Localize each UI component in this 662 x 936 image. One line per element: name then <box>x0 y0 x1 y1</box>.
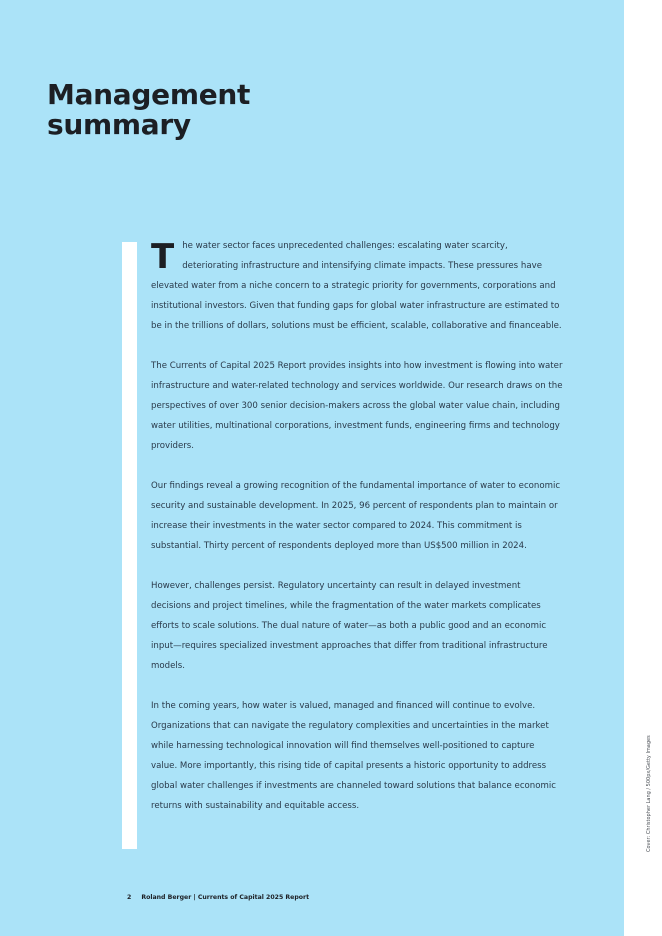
footer-text: Roland Berger | Currents of Capital 2025 Report <box>141 894 310 901</box>
page-title-line2: summary <box>47 108 191 141</box>
paragraph-1 <box>151 236 563 336</box>
paragraph-5: In the coming years, how water is valued, managed and financed will continue to evolve. Organizations that can navigate the regulatory complexities and uncertainties in the market while harnessing technological innovation will find themselves well-positioned to capture value. More importantly, this rising tide of capital presents a historic opportunity to address global water challenges if investments are channeled toward solutions that balance economic returns with sustainability and equitable access. <box>151 701 556 811</box>
image-credit: Cover: Christopher Lang / 500px/Getty Images <box>646 735 652 852</box>
page-title-line1: Management <box>47 78 251 111</box>
drop-cap: T <box>151 237 175 277</box>
page-footer <box>127 893 309 903</box>
summary-body <box>151 236 563 836</box>
paragraph-1-text: he water sector faces unprecedented challenges: escalating water scarcity, deteriorating infrastructure and intensifying climate impacts. These pressures have elevated water from a niche concern to a strategic priority for governments, corporations and institutional investors. Given that funding gaps for global water infrastructure are estimated to be in the trillions of dollars, solutions must be efficient, scalable, collaborative and financeable. <box>151 241 562 331</box>
paragraph-2: The Currents of Capital 2025 Report provides insights into how investment is flowing into water infrastructure and water-related technology and services worldwide. Our research draws on the perspectives of over 300 senior decision-makers across the global water value chain, including water utilities, multinational corporations, investment funds, engineering firms and technology providers. <box>151 361 563 451</box>
accent-bar <box>122 242 137 849</box>
paragraph-3: Our findings reveal a growing recognition of the fundamental importance of water to economic security and sustainable development. In 2025, 96 percent of respondents plan to maintain or increase their investments in the water sector compared to 2024. This commitment is substantial. Thirty percent of respondents deployed more than US$500 million in 2024. <box>151 481 561 551</box>
paragraph-4: However, challenges persist. Regulatory uncertainty can result in delayed investment decisions and project timelines, while the fragmentation of the water markets complicates efforts to scale solutions. The dual nature of water—as both a public good and an economic input—requires specialized investment approaches that differ from traditional infrastructure models. <box>151 581 548 671</box>
page-number: 2 <box>127 894 132 901</box>
page-title <box>47 80 307 140</box>
